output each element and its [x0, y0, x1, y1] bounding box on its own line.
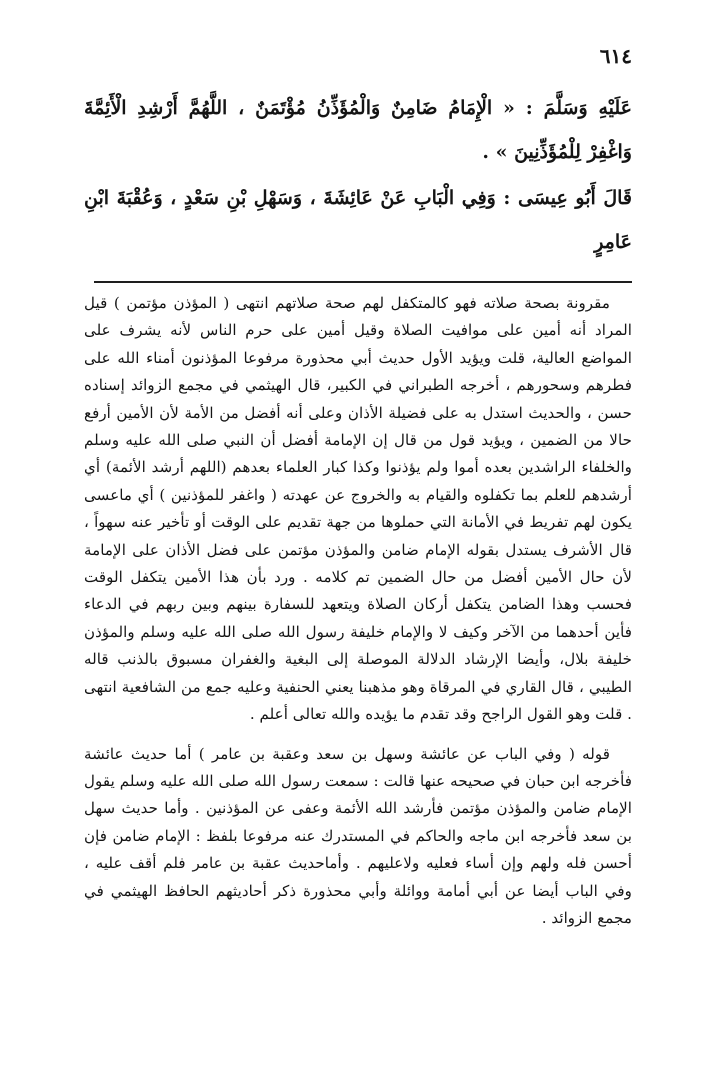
commentary-paragraph: مقرونة بصحة صلاته فهو كالمتكفل لهم صحة صلاتهم انتهى ( المؤذن مؤتمن ) قيل المراد أنه أمين على موافيت الصلاة وقيل أمين على حرم الناس لأنه يشرف على المواضع العالية، قلت ويؤيد الأول حديث أبي محذورة مرفوعا المؤذنون أمناء الله على فطرهم وسحورهم ، أخرجه الطبراني في الكبير، قال الهيثمي في مجمع الزوائد إسناده حسن ، والحديث استدل به على فضيلة الأذان وعلى أنه أفضل من الأمة لأن الأمين أرفع حالا من الضمين ، ويؤيد قول من قال إن الإمامة أفضل أن النبي صلى الله عليه وسلم والخلفاء الراشدين بعده أموا ولم يؤذنوا وكذا كبار العلماء بعدهم (اللهم أرشد الأئمة) أي أرشدهم للعلم بما تكفلوه والقيام به والخروج عن عهدته ( واغفر للمؤذنين ) أي ماعسى يكون لهم تفريط في الأمانة التي حملوها من جهة تقديم على الوقت أو تأخير عنه سهواً ، قال الأشرف يستدل بقوله الإمام ضامن والمؤذن مؤتمن على فضل الأذان على الإمامة لأن حال الأمين أفضل من حال الضمين تم كلامه . ورد بأن هذا الأمين يتكفل الوقت فحسب وهذا الضامن يتكفل أركان الصلاة ويتعهد للسفارة بينهم وبين ربهم في الدعاء فأين أحدهما من الآخر وكيف لا والإمام خليفة رسول الله صلى الله عليه وسلم والمؤذن خليفة بلال، وأيضا الإرشاد الدلالة الموصلة إلى البغية والغفران مسبوق بالذنب قاله الطيبي ، قال القاري في المرقاة وهو مذهبنا يعني الحنفية وعليه جمع من الشافعية انتهى . قلت وهو القول الراجح وقد تقدم ما يؤيده والله تعالى أعلم .	[84, 294, 632, 724]
commentary-text	[84, 290, 632, 932]
section-divider	[94, 281, 632, 283]
hadith-text	[84, 86, 632, 264]
hadith-paragraph: قَالَ أَبُو عِيسَى : وَفِي الْبَابِ عَنْ عَائِشَةَ ، وَسَهْلِ بْنِ سَعْدٍ ، وَعُقْبَةَ ابْنِ عَامِرٍ	[84, 187, 632, 253]
hadith-paragraph: عَلَيْهِ وَسَلَّمَ : « الْإِمَامُ ضَامِنٌ وَالْمُؤَذِّنُ مُؤْتَمَنٌ ، اللَّهُمَّ أَرْشِدِ الْأَئِمَّةَ وَاغْفِرْ لِلْمُؤَذِّنِينَ » .	[84, 97, 632, 163]
page-number: ٦١٤	[599, 44, 632, 68]
commentary-paragraph: قوله ( وفي الباب عن عائشة وسهل بن سعد وعقبة بن عامر ) أما حديث عائشة فأخرجه ابن حبان في صحيحه عنها قالت : سمعت رسول الله صلى الله عليه وسلم يقول الإمام ضامن والمؤذن مؤتمن فأرشد الله الأئمة وعفى عن المؤذنين . وأما حديث سهل بن سعد فأخرجه ابن ماجه والحاكم في المستدرك عنه مرفوعا بلفظ : الإمام ضامن فإن أحسن فله ولهم وإن أساء فعليه ولاعليهم . وأماحديث عقبة بن عامر فلم أقف عليه ، وفي الباب أيضا عن أبي أمامة ووائلة وأبي محذورة ذكر أحاديثهم الحافظ الهيثمي في مجمع الزوائد .	[84, 744, 632, 927]
